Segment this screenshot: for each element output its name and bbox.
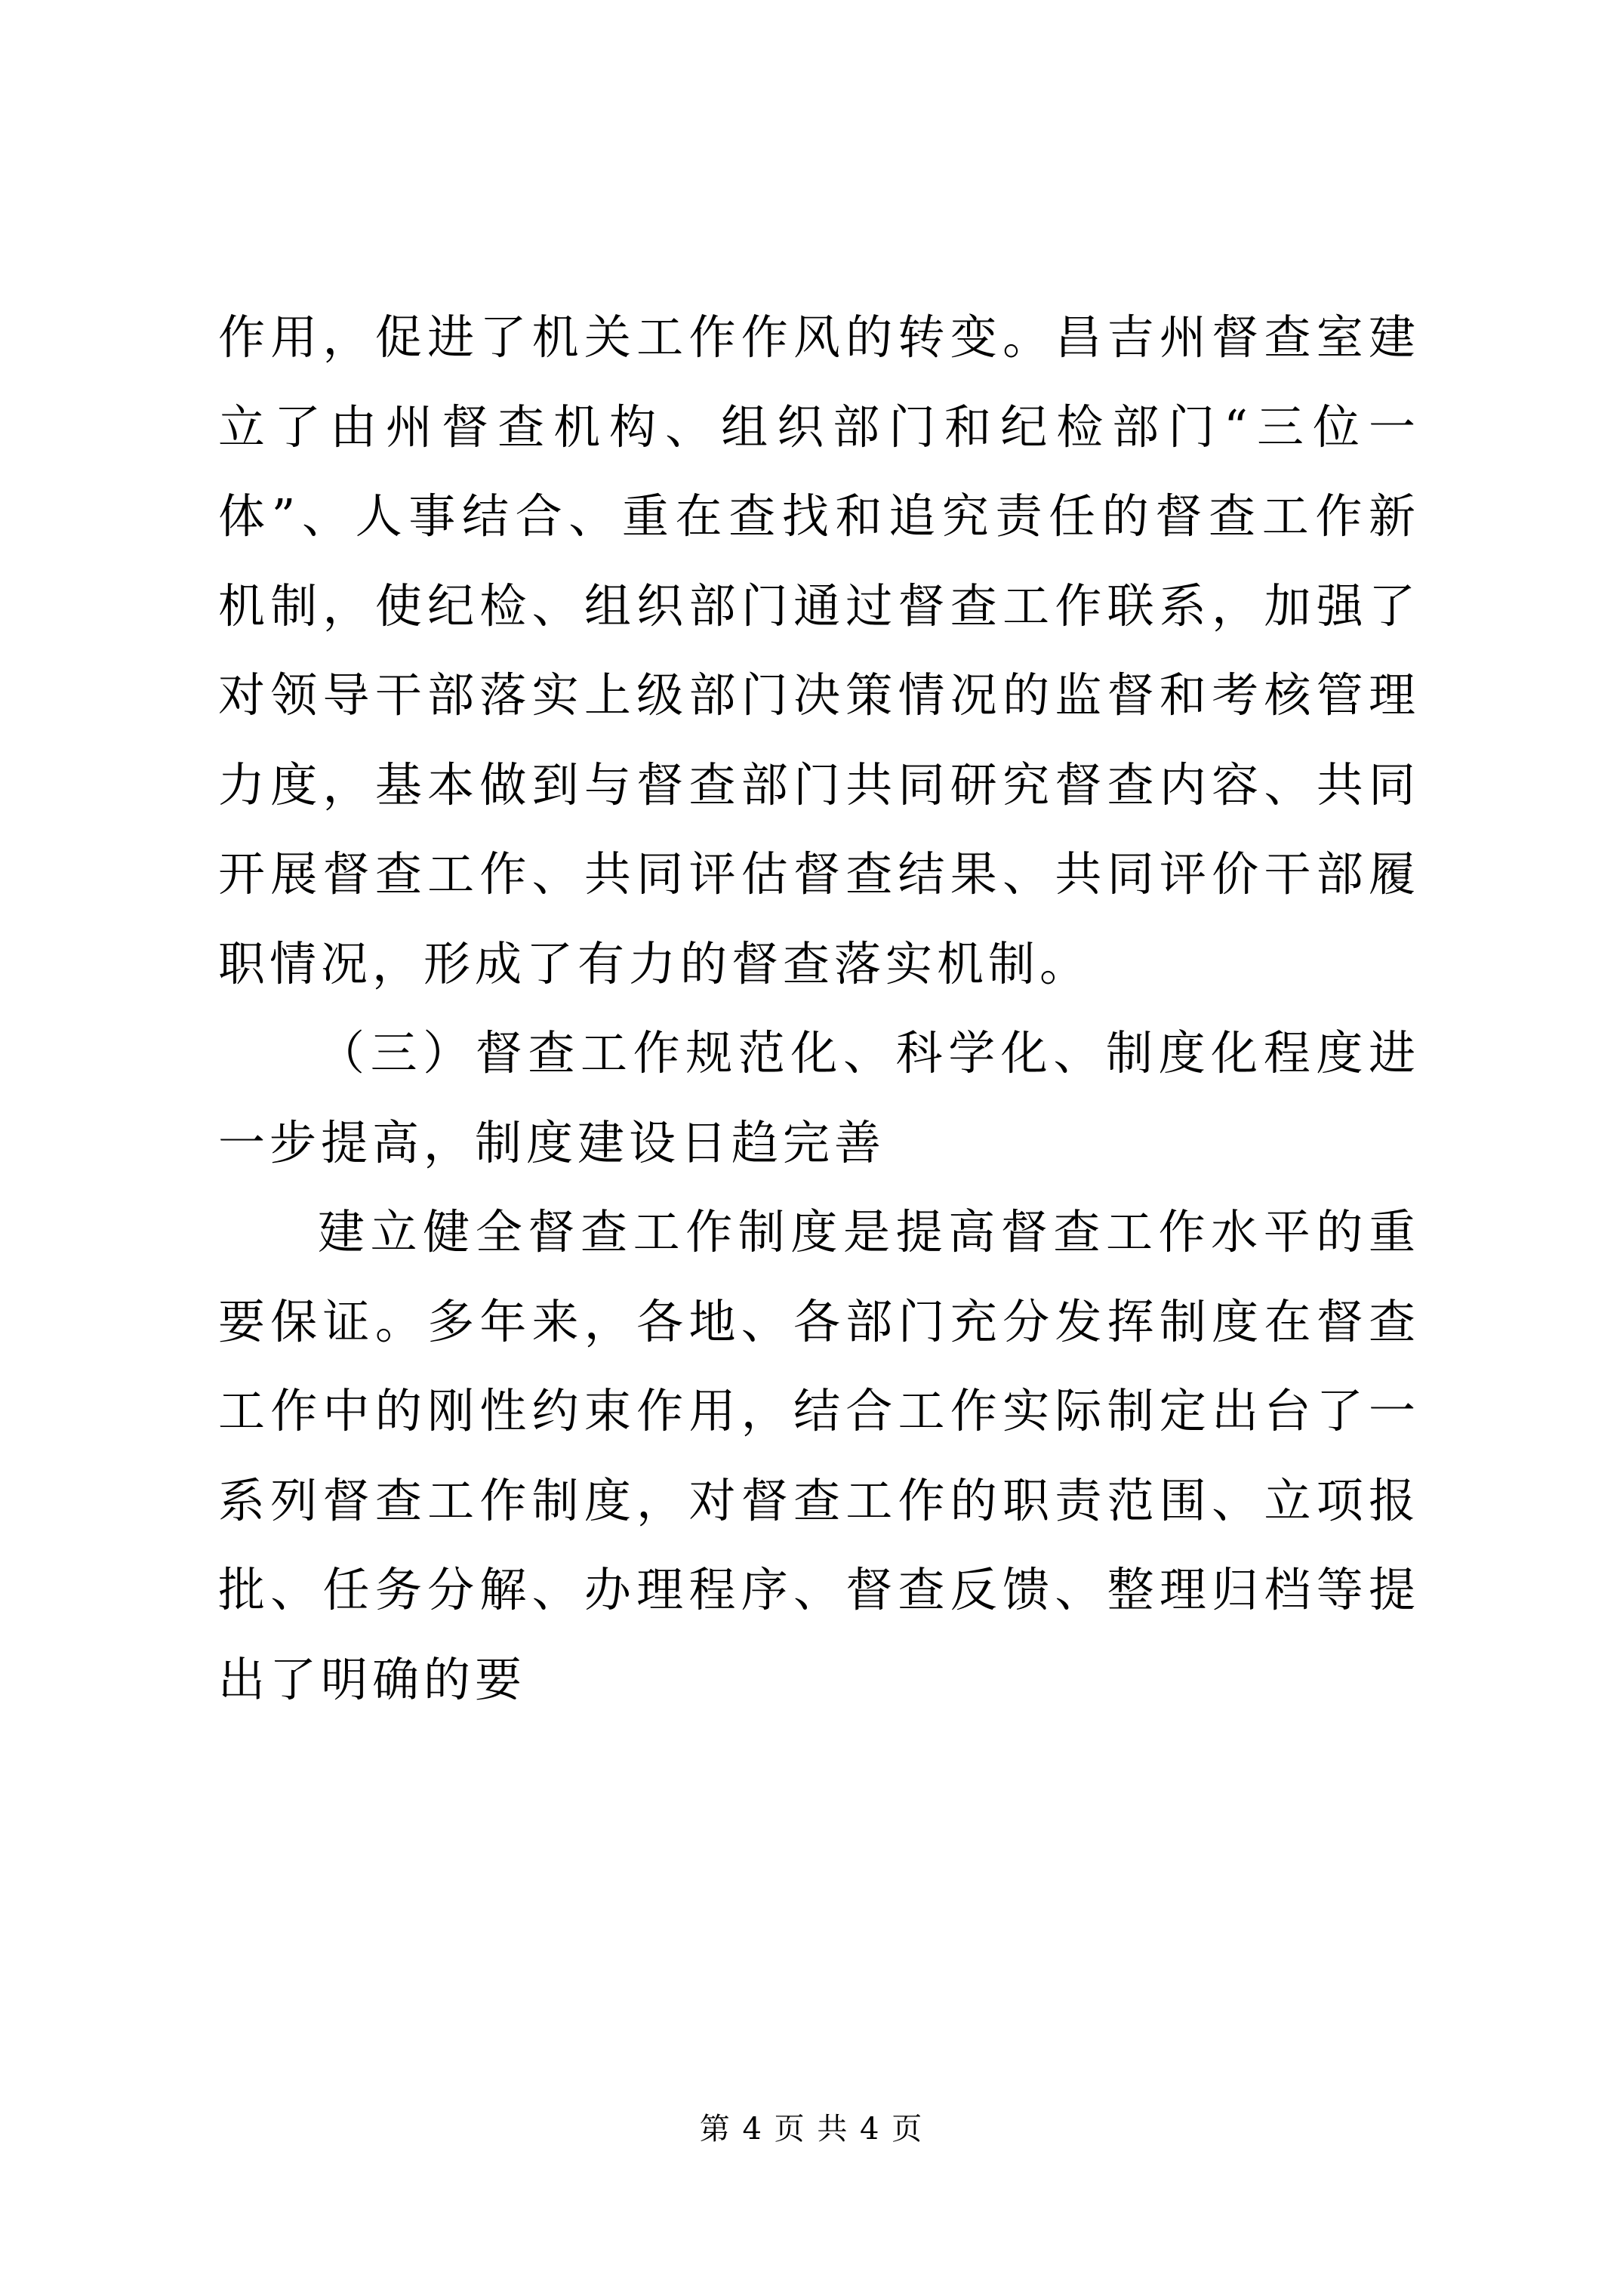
page-number-footer: 第 4 页 共 4 页	[699, 2112, 924, 2147]
section-heading: （三）督查工作规范化、科学化、制度化程度进一步提高，制度建设日趋完善	[218, 1025, 1420, 1170]
paragraph-body: 建立健全督查工作制度是提高督查工作水平的重要保证。多年来，各地、各部门充分发挥制度在督查工作中的刚性约束作用，结合工作实际制定出台了一系列督查工作制度，对督查工作的职责范围、立项报批、任务分解、办理程序、督查反馈、整理归档等提出了明确的要	[218, 1204, 1420, 1707]
paragraph-continuation: 作用，促进了机关工作作风的转变。昌吉州督查室建立了由州督查机构、组织部门和纪检部门“三位一体”、人事结合、重在查找和追究责任的督查工作新机制，使纪检、组织部门通过督查工作联系，加强了对领导干部落实上级部门决策情况的监督和考核管理力度，基本做到与督查部门共同研究督查内容、共同开展督查工作、共同评估督查结果、共同评价干部履职情况，形成了有力的督查落实机制。	[218, 310, 1420, 991]
document-body	[218, 293, 1420, 1724]
